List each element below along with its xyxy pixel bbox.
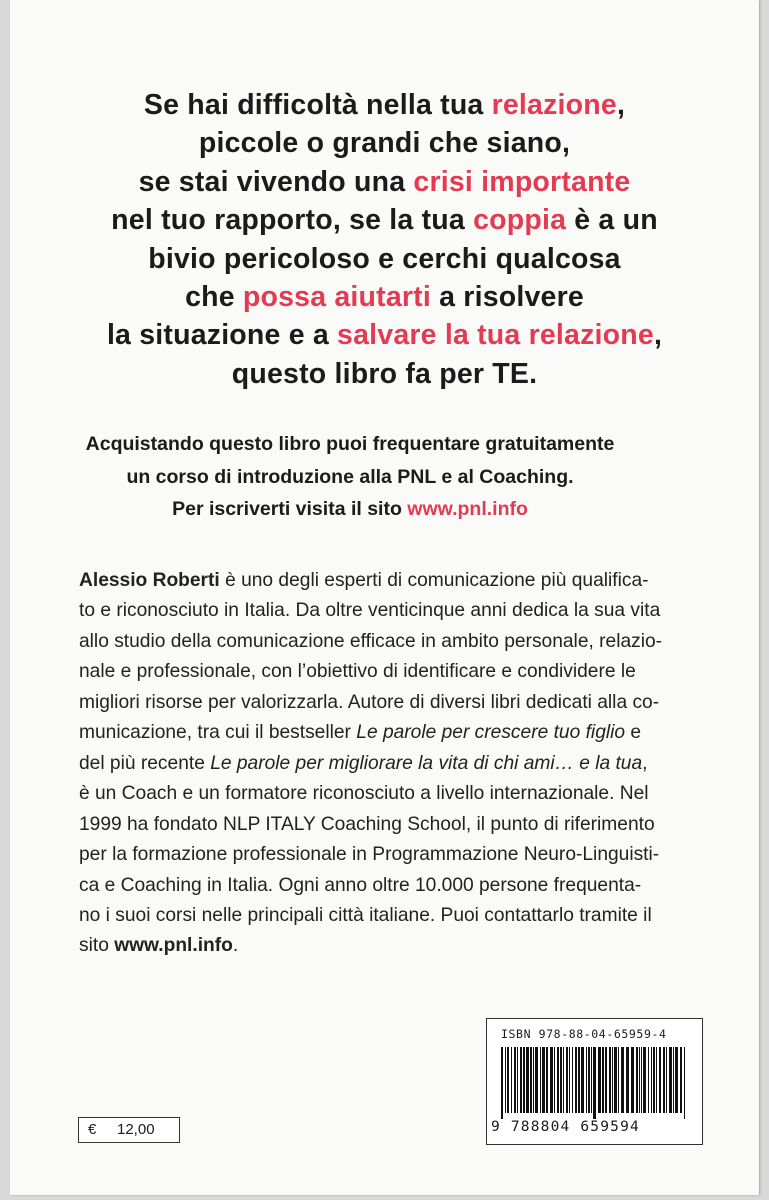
hook-text-segment: la situazione e a <box>106 319 338 352</box>
barcode-bar <box>643 1047 646 1113</box>
hook-line <box>10 201 759 239</box>
book-back-cover <box>10 0 759 1195</box>
bio-line <box>79 688 729 718</box>
highlighted-phrase: possa aiutarti <box>242 281 431 314</box>
barcode-bar <box>572 1047 573 1113</box>
barcode-bar <box>501 1047 503 1119</box>
isbn-barcode-box <box>486 1018 703 1145</box>
barcode-bar <box>550 1047 553 1113</box>
barcode-bar <box>557 1047 559 1113</box>
promo-line-1: Acquistando questo libro puoi frequentare gratuitamente <box>85 433 615 455</box>
bio-text: municazione, tra cui il bestseller <box>79 722 357 744</box>
hook-text-segment: , <box>653 319 663 352</box>
barcode-bar <box>612 1047 613 1113</box>
promo-line-3 <box>10 493 690 526</box>
barcode-bar <box>575 1047 577 1113</box>
barcode-bar <box>566 1047 568 1113</box>
barcode-bar <box>656 1047 657 1113</box>
hook-line <box>10 278 759 316</box>
bio-line <box>79 840 729 870</box>
hook-text-segment: è a un <box>566 204 658 237</box>
bio-text: sito <box>79 935 115 957</box>
promo-text: Per iscriverti visita il sito <box>172 498 408 520</box>
barcode-bar <box>530 1047 532 1113</box>
barcode-bar <box>546 1047 548 1113</box>
price-amount: 12,00 <box>117 1121 155 1138</box>
barcode-bar <box>680 1047 682 1113</box>
hook-line <box>10 86 759 124</box>
bio-text: allo studio della comunicazione efficace in ambito personale, relazio- <box>79 630 663 652</box>
barcode-bar <box>626 1047 629 1113</box>
barcode-bar <box>520 1047 522 1113</box>
barcode-bar <box>618 1047 619 1113</box>
bio-line <box>79 901 729 931</box>
hook-text <box>10 86 759 393</box>
barcode-bar <box>511 1047 512 1113</box>
isbn-label: ISBN 978-88-04-65959-4 <box>501 1027 667 1041</box>
barcode-bar <box>684 1047 685 1119</box>
currency-symbol: € <box>88 1121 97 1138</box>
book-title: Le parole per migliorare la vita di chi ami… e la tua <box>210 752 643 774</box>
barcode-bar <box>609 1047 611 1113</box>
barcode-icon <box>501 1047 689 1119</box>
barcode-bar <box>514 1047 516 1113</box>
highlighted-phrase: coppia <box>473 204 567 237</box>
highlighted-phrase: salvare la tua relazione <box>337 319 654 352</box>
bio-line <box>79 779 729 809</box>
author-name: Alessio Roberti <box>79 570 220 591</box>
barcode-bar <box>533 1047 534 1113</box>
ean-digits: 9 788804 659594 <box>491 1119 640 1135</box>
hook-text-segment: questo libro fa per TE. <box>231 357 538 390</box>
barcode-bar <box>641 1047 642 1113</box>
hook-text-segment: Se hai difficoltà nella tua <box>143 89 492 121</box>
bio-text: del più recente <box>79 752 211 774</box>
barcode-bar <box>653 1047 655 1113</box>
promo-website-link[interactable]: www.pnl.info <box>407 498 528 520</box>
bio-text: no i suoi corsi nelle principali città italiane. Puoi contattarlo tramite il <box>79 904 652 926</box>
barcode-bar <box>578 1047 580 1113</box>
price-box <box>78 1117 180 1143</box>
hook-text-segment: nel tuo rapporto, se la tua <box>111 204 474 237</box>
barcode-bar <box>586 1047 587 1113</box>
hook-line <box>10 163 759 201</box>
barcode-bar <box>560 1047 562 1113</box>
barcode-bar <box>651 1047 652 1113</box>
bio-line <box>79 627 729 657</box>
barcode-bar <box>659 1047 661 1113</box>
barcode-bar <box>563 1047 564 1113</box>
hook-line <box>10 124 759 162</box>
barcode-bar <box>535 1047 538 1113</box>
barcode-bar <box>517 1047 518 1113</box>
barcode-bar <box>542 1047 545 1113</box>
barcode-bar <box>636 1047 638 1113</box>
promo-line-2: un corso di introduzione alla PNL e al Coaching. <box>126 465 574 488</box>
barcode-bar <box>669 1047 672 1113</box>
hook-text-segment: se stai vivendo una <box>138 165 414 198</box>
hook-line <box>10 240 759 278</box>
barcode-bar <box>666 1047 667 1113</box>
barcode-bar <box>588 1047 590 1113</box>
barcode-bar <box>673 1047 674 1113</box>
highlighted-phrase: crisi importante <box>413 165 631 198</box>
hook-text-segment: , <box>616 89 626 121</box>
barcode-bar <box>569 1047 570 1113</box>
bio-text: , <box>642 752 648 774</box>
bio-text: nale e professionale, con l’obiettivo di identificare e condividere le <box>79 661 636 683</box>
hook-line <box>10 316 759 354</box>
bio-text: to e riconosciuto in Italia. Da oltre venticinque anni dedica la sua vita <box>79 600 661 622</box>
course-promo <box>10 428 690 526</box>
barcode-bar <box>593 1047 596 1119</box>
barcode-bar <box>581 1047 584 1113</box>
hook-text-segment: a risolvere <box>431 281 584 314</box>
bio-line <box>79 596 729 626</box>
bio-line <box>79 566 729 596</box>
barcode-bar <box>554 1047 555 1113</box>
barcode-bar <box>523 1047 525 1113</box>
highlighted-phrase: relazione <box>491 89 617 121</box>
barcode-bar <box>540 1047 541 1113</box>
barcode-bar <box>591 1047 592 1113</box>
author-biography <box>79 566 729 962</box>
bio-line <box>79 657 729 687</box>
bio-line <box>79 749 729 779</box>
author-website-link[interactable]: www.pnl.info <box>114 935 233 957</box>
barcode-bar <box>621 1047 624 1113</box>
barcode-bar <box>663 1047 665 1113</box>
barcode-bar <box>631 1047 634 1113</box>
barcode-bar <box>648 1047 649 1113</box>
bio-text: è uno degli esperti di comunicazione più qualifica- <box>219 570 649 591</box>
book-title: Le parole per crescere tuo figlio <box>356 722 626 744</box>
bio-text: 1999 ha fondato NLP ITALY Coaching School, il punto di riferimento <box>79 813 655 835</box>
bio-line <box>79 810 729 840</box>
barcode-bar <box>605 1047 607 1113</box>
bio-line <box>79 718 729 748</box>
hook-line <box>10 355 759 393</box>
barcode-bar <box>526 1047 529 1113</box>
bio-text: e <box>625 722 642 744</box>
barcode-bar <box>602 1047 604 1113</box>
barcode-bar <box>675 1047 678 1113</box>
bio-text: . <box>232 935 239 957</box>
barcode-bar <box>614 1047 617 1113</box>
barcode-bar <box>639 1047 640 1113</box>
bio-line <box>79 871 729 901</box>
hook-text-segment: bivio pericoloso e cerchi qualcosa <box>148 242 621 275</box>
bio-text: per la formazione professionale in Programmazione Neuro-Linguisti- <box>79 844 660 866</box>
hook-text-segment: che <box>185 281 243 314</box>
bio-line <box>79 931 729 961</box>
bio-text: ca e Coaching in Italia. Ogni anno oltre 10.000 persone frequenta- <box>79 874 642 896</box>
barcode-bar <box>505 1047 506 1113</box>
hook-text-segment: piccole o grandi che siano, <box>198 127 571 160</box>
barcode-bar <box>507 1047 509 1113</box>
bio-text: migliori risorse per valorizzarla. Autore di diversi libri dedicati alla co- <box>79 691 660 713</box>
bio-text: è un Coach e un formatore riconosciuto a livello internazionale. Nel <box>79 783 649 805</box>
barcode-bar <box>598 1047 601 1113</box>
